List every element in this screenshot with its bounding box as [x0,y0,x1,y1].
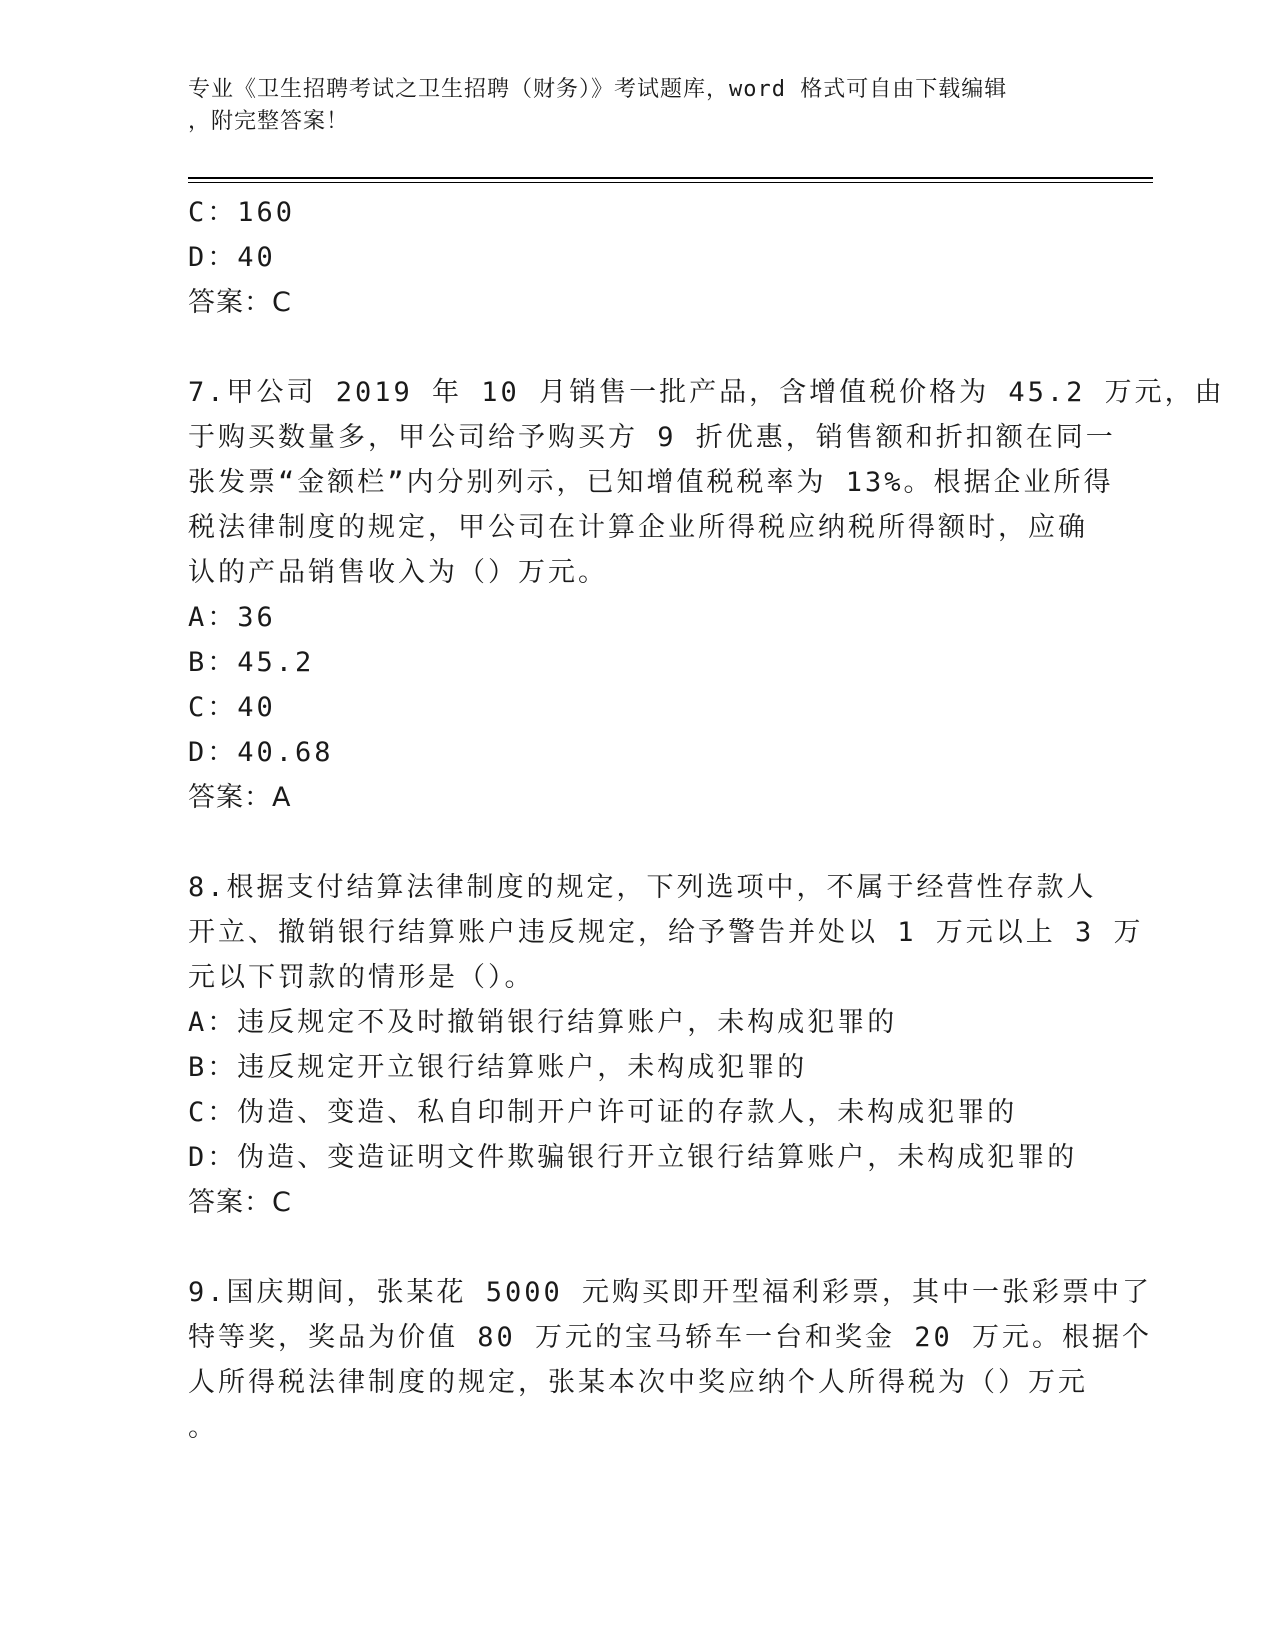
answer-line: 答案：C [188,1187,292,1218]
option-a: A：36 [188,602,276,633]
answer-line: 答案：A [188,782,292,813]
header-divider-thin [188,182,1153,183]
question-text-line: 元以下罚款的情形是（）。 [188,962,535,993]
option-b: B：违反规定开立银行结算账户，未构成犯罪的 [188,1052,808,1083]
option-b: B：45.2 [188,647,315,678]
question-6-tail [188,190,1088,325]
option-c: C：伪造、变造、私自印制开户许可证的存款人，未构成犯罪的 [188,1097,1018,1128]
question-text-line: 于购买数量多，甲公司给予购买方 9 折优惠，销售额和折扣额在同一 [188,422,1116,453]
option-d: D：伪造、变造证明文件欺骗银行开立银行结算账户，未构成犯罪的 [188,1142,1078,1173]
answer-line: 答案：C [188,287,292,318]
question-8 [188,865,1144,1225]
question-text-line: 税法律制度的规定，甲公司在计算企业所得税应纳税所得额时，应确 [188,512,1088,543]
option-d: D：40.68 [188,737,334,768]
option-a: A：违反规定不及时撤销银行结算账户，未构成犯罪的 [188,1007,898,1038]
question-text-line: 。 [188,1412,218,1443]
question-text-line: 7.甲公司 2019 年 10 月销售一批产品，含增值税价格为 45.2 万元，由 [188,377,1225,408]
header-divider-thick [188,177,1153,179]
question-7 [188,370,1225,820]
option-c: C：160 [188,197,296,228]
question-text-line: 张发票“金额栏”内分别列示，已知增值税税率为 13%。根据企业所得 [188,467,1114,498]
question-text-line: 特等奖，奖品为价值 80 万元的宝马轿车一台和奖金 20 万元。根据个 [188,1322,1153,1353]
question-text-line: 人所得税法律制度的规定，张某本次中奖应纳个人所得税为（）万元 [188,1367,1088,1398]
question-9 [188,1270,1153,1450]
option-d: D：40 [188,242,276,273]
question-text-line: 开立、撤销银行结算账户违反规定，给予警告并处以 1 万元以上 3 万 [188,917,1144,948]
question-text-line: 9.国庆期间，张某花 5000 元购买即开型福利彩票，其中一张彩票中了 [188,1277,1153,1308]
question-text-line: 认的产品销售收入为（）万元。 [188,557,608,588]
document-header [188,74,1068,138]
header-line-2: ，附完整答案！ [188,109,350,134]
question-text-line: 8.根据支付结算法律制度的规定，下列选项中，不属于经营性存款人 [188,872,1097,903]
header-line-1: 专业《卫生招聘考试之卫生招聘（财务）》考试题库，word 格式可自由下载编辑 [188,77,1008,102]
option-c: C：40 [188,692,276,723]
document-body [188,190,1225,1450]
